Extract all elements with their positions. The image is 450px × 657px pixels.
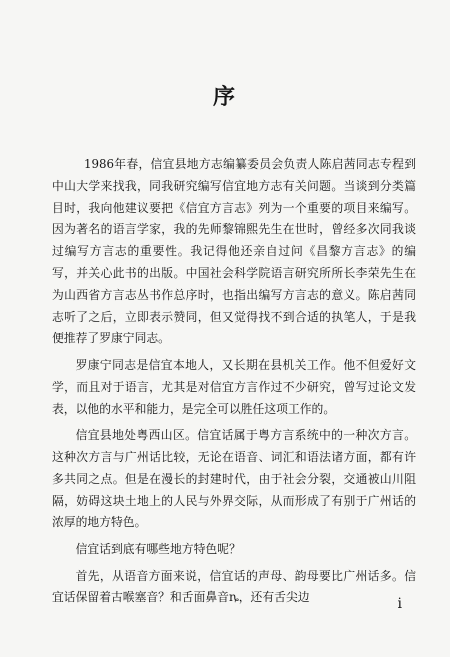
paragraph-3: 信宜县地处粤西山区。信宜话属于粤方言系统中的一种次方言。这种次方言与广州话比较，无论在语音、词汇和语法诸方面，都有许多共同之点。但是在漫长的封建时代，由于社会分裂，交通被山川阻隔，妨碍这块土地上的人民与外界交际，从而形成了有别于广州话的浓厚的地方特色。 (52, 428, 416, 530)
paragraph-2: 罗康宁同志是信宜本地人，又长期在县机关工作。他不但爱好文学，而且对于语言，尤其是对信宜方言作过不少研究，曾写过论文发表，以他的水平和能力，是完全可以胜任这项工作的。 (52, 357, 416, 416)
paragraph-1: 1986年春，信宜县地方志编纂委员会负责人陈启茜同志专程到中山大学来找我，同我研究编写信宜地方志有关问题。当谈到分类篇目时，我向他建议要把《信宜方言志》列为一个重要的项目来编写。因为著名的语言学家，我的先师黎锦熙先生在世时，曾经多次同我谈过编写方言志的重要性。我记得他还亲自过问《昌黎方言志》的编写，并关心此书的出版。中国社会科学院语言研究所所长李荣先生在为山西省方言志丛书作总序时，也指出编写方言志的意义。陈启茜同志听了之后，立即表示赞同，但又觉得找不到合适的执笔人，于是我便推荐了罗康宁同志。 (52, 157, 416, 346)
paragraph-5: 首先，从语音方面来说，信宜话的声母、韵母要比广州话多。信宜话保留着古喉塞音？和舌面鼻音ȵ，还有舌尖边 (52, 568, 416, 605)
body-text (52, 154, 416, 614)
page-title: 序 (212, 84, 237, 110)
page-number: i (397, 596, 402, 612)
paragraph-4: 信宜话到底有哪些地方特色呢？ (75, 541, 241, 556)
